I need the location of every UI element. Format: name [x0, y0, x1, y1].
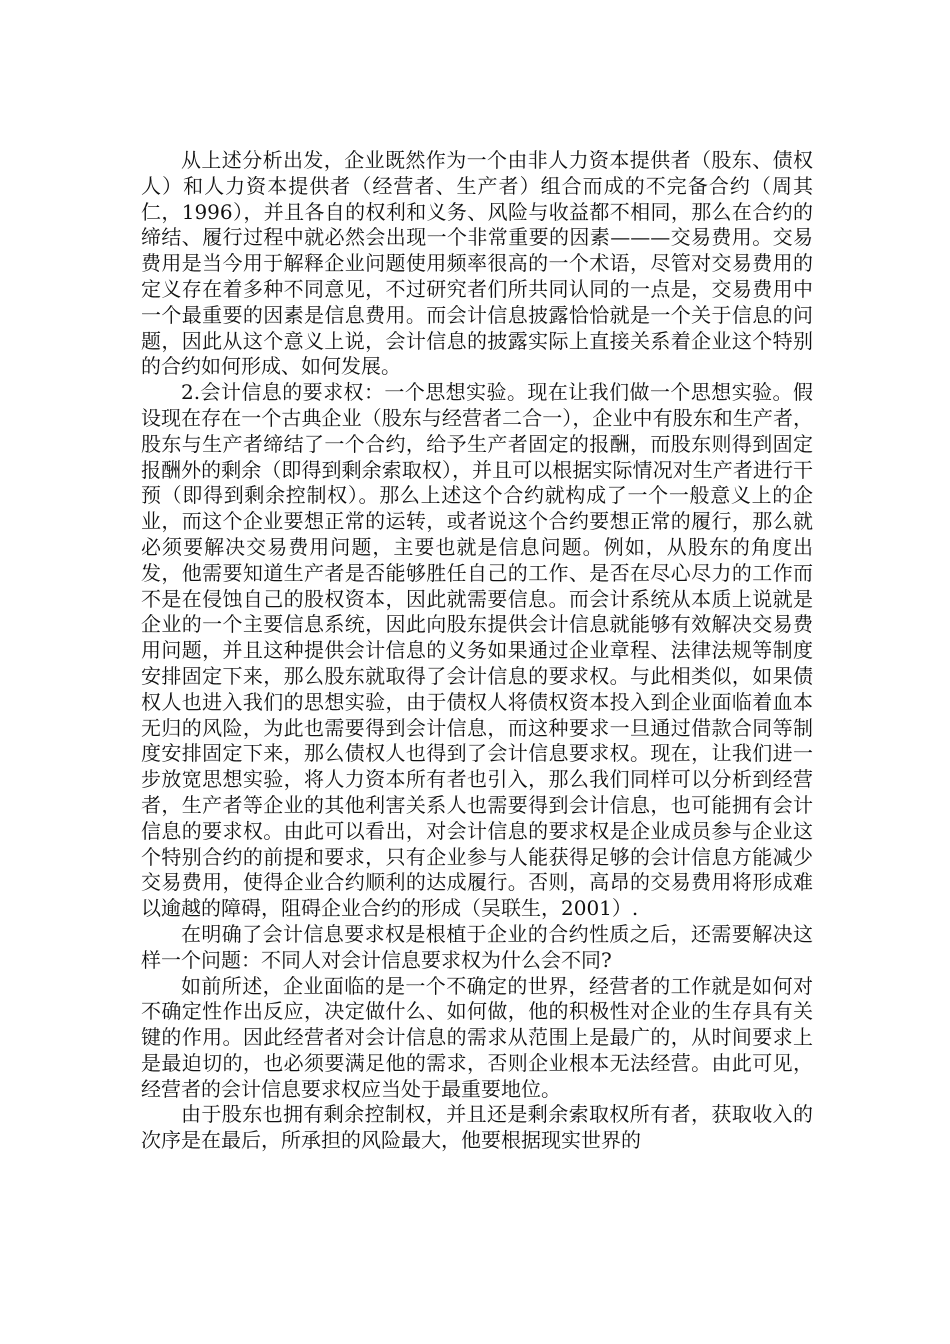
paragraph-thought-experiment: 2.会计信息的要求权：一个思想实验。现在让我们做一个思想实验。假设现在存在一个古典企业（股东与经营者二合一），企业中有股东和生产者，股东与生产者缔结了一个合约，给予生产者固定的报酬，而股东则得到固定报酬外的剩余（即得到剩余索取权），并且可以根据实际情况对生产者进行干预（即得到剩余控制权）。那么上述这个合约就构成了一个一般意义上的企业，而这个企业要想正常的运转，或者说这个合约要想正常的履行，那么就必须要解决交易费用问题，主要也就是信息问题。例如，从股东的角度出发，他需要知道生产者是否能够胜任自己的工作、是否在尽心尽力的工作而不是在侵蚀自己的股权资本，因此就需要信息。而会计系统从本质上说就是企业的一个主要信息系统，因此向股东提供会计信息就能够有效解决交易费用问题，并且这种提供会计信息的义务如果通过企业章程、法律法规等制度安排固定下来，那么股东就取得了会计信息的要求权。与此相类似，如果债权人也进入我们的思想实验，由于债权人将债权资本投入到企业面临着血本无归的风险，为此也需要得到会计信息，而这种要求一旦通过借款合同等制度安排固定下来，那么债权人也得到了会计信息要求权。现在，让我们进一步放宽思想实验，将人力资本所有者也引入，那么我们同样可以分析到经营者，生产者等企业的其他利害关系人也需要得到会计信息，也可能拥有会计信息的要求权。由此可以看出，对会计信息的要求权是企业成员参与企业这个特别合约的前提和要求，只有企业参与人能获得足够的会计信息方能减少交易费用，使得企业合约顺利的达成履行。否则，高昂的交易费用将形成难以逾越的障碍，阻碍企业合约的形成（吴联生，2001）.: [141, 380, 813, 921]
paragraph-shareholder-claim: 由于股东也拥有剩余控制权，并且还是剩余索取权所有者，获取收入的次序是在最后，所承担的风险最大，他要根据现实世界的: [141, 1102, 813, 1153]
paragraph-contract-transaction-cost: 从上述分析出发，企业既然作为一个由非人力资本提供者（股东、债权人）和人力资本提供者（经营者、生产者）组合而成的不完备合约（周其仁，1996），并且各自的权利和义务、风险与收益都不相同，那么在合约的缔结、履行过程中就必然会出现一个非常重要的因素———交易费用。交易费用是当今用于解释企业问题使用频率很高的一个术语，尽管对交易费用的定义存在着多种不同意见，不过研究者们所共同认同的一点是，交易费用中一个最重要的因素是信息费用。而会计信息披露恰恰就是一个关于信息的问题，因此从这个意义上说，会计信息的披露实际上直接关系着企业这个特别的合约如何形成、如何发展。: [141, 148, 813, 379]
paragraph-manager-claim: 如前所述，企业面临的是一个不确定的世界，经营者的工作就是如何对不确定性作出反应，决定做什么、如何做，他的积极性对企业的生存具有关键的作用。因此经营者对会计信息的需求从范围上是最广的，从时间要求上是最迫切的，也必须要满足他的需求，否则企业根本无法经营。由此可见，经营者的会计信息要求权应当处于最重要地位。: [141, 973, 813, 1101]
paragraph-question: 在明确了会计信息要求权是根植于企业的合约性质之后，还需要解决这样一个问题：不同人对会计信息要求权为什么会不同?: [141, 921, 813, 972]
body-text: [141, 148, 813, 1154]
